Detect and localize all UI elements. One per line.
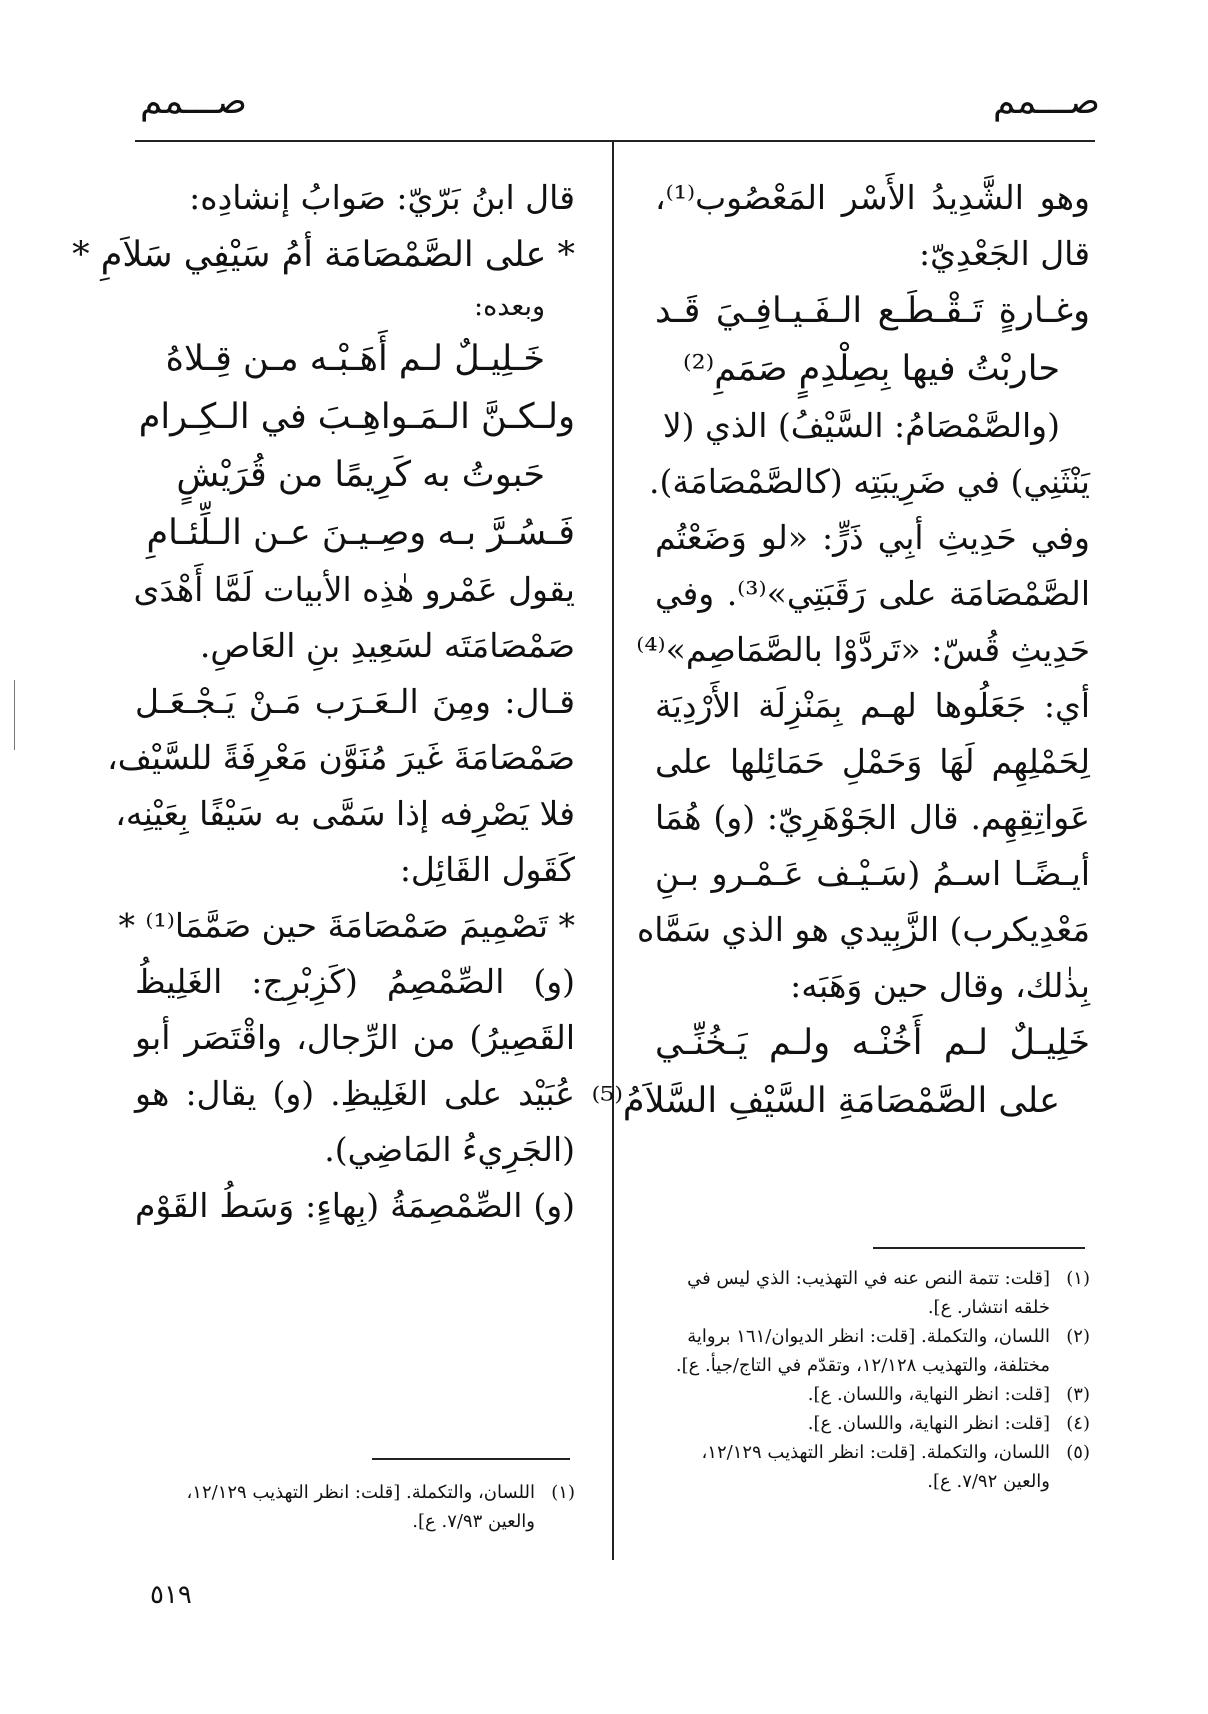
text-line: فلا يَصْرِفه إذا سَمَّى به سَيْفًا بِعَيْنِه، (115, 794, 575, 833)
verse-line: على الصَّمْصَامَةِ السَّيْفِ السَّلاَمُ⁽⁵⁾ (591, 1081, 1060, 1121)
page-header-right: صـــمم (993, 81, 1100, 122)
footnote-continuation: مختلفة، والتهذيب ١٢/١٢٨، وتقدّم في التاج/جيأ. ع]. (675, 1355, 1050, 1376)
footnote-text: [قلت: انظر النهاية، واللسان. ع]. (807, 1384, 1050, 1405)
page-number: ٥١٩ (150, 1580, 192, 1610)
footnote (658, 1380, 1090, 1409)
text-line: قال ابنُ بَرّيّ: صَوابُ إنشادِه: (189, 178, 575, 217)
text-line: وفي حَدِيثِ أبِي ذَرٍّ: «لو وَضَعْتُم (655, 518, 1090, 557)
footnote-continuation: والعين ٧/٩٣. ع]. (412, 1511, 535, 1532)
footnotes-right (658, 1264, 1090, 1496)
text-line: (و) الصِّمْصِمَةُ (بِهاءٍ: وَسَطُ القَوْم (135, 1186, 575, 1225)
text-line: أي: جَعَلُوها لهـم بِمَنْزِلَة الأَرْدِيَة (655, 686, 1090, 725)
verse-line: حَبوتُ به كَرِيمًا من قُرَيْشٍ (176, 455, 545, 495)
text-line: حَدِيثِ قُسّ: «تَردَّوْا بالصَّمَاصِم»⁽⁴⁾ (636, 630, 1090, 669)
right-column (591, 170, 1090, 1130)
footnote-continuation: والعين ٧/٩٢. ع]. (927, 1471, 1050, 1492)
text-line: وهو الشَّدِيدُ الأَسْر المَعْصُوب⁽¹⁾، (655, 178, 1090, 217)
verse-line: * على الصَّمْصَامَة أمُ سَيْفِي سَلاَمِ * (72, 235, 575, 275)
footnote (658, 1322, 1090, 1351)
text-line: صَمْصَامَتَه لسَعِيدِ بنِ العَاصِ. (199, 626, 575, 665)
footnote-number: (٢) (1066, 1326, 1090, 1347)
text-line: لِحَمْلِهِم لَهَا وَحَمْلِ حَمَائِلها على (655, 742, 1090, 781)
footnote-continuation: خلقه انتشار. ع]. (927, 1297, 1050, 1318)
footnote (150, 1478, 575, 1507)
footnote-number: (١) (1066, 1268, 1090, 1289)
text-line: مَعْدِيكرب) الزَّبِيدي هو الذي سَمَّاه (636, 910, 1090, 949)
footnote-number: (٣) (1066, 1384, 1090, 1405)
text-line: يقول عَمْرو هٰذِه الأبيات لَمَّا أَهْدَى (133, 570, 575, 609)
verse-line: خَـلِيـلٌ لـم أَهَـبْـه مـن قِـلاهُ (165, 339, 545, 379)
footnote-rule (372, 1458, 570, 1460)
text-line: عَواتِقِهِم. قال الجَوْهَرِيّ: (و) هُمَا (655, 798, 1090, 837)
verse-line: * تَصْمِيمَ صَمْصَامَةَ حين صَمَّمَا⁽¹⁾ * (118, 906, 575, 945)
text-line: عُبَيْد على الغَلِيظِ. (و) يقال: هو (135, 1074, 575, 1113)
text-line: أيـضًـا اسـمُ (سَـيْـف عَـمْـرو بـنِ (655, 854, 1090, 893)
footnote (658, 1409, 1090, 1438)
footnote-text: اللسان، والتكملة. [قلت: انظر التهذيب ١٢/١٢٩، (701, 1442, 1050, 1463)
footnote-rule (873, 1247, 1085, 1249)
text-line: يَنْثَنِي) في ضَرِيبَتِه (كالصَّمْصَامَة). (648, 462, 1090, 501)
text-line: قـال: ومِنَ الـعَـرَب مَـنْ يَـجْـعَـل (135, 682, 575, 721)
text-line: الصَّمْصَامَة على رَقَبَتِي»⁽³⁾. وفي (655, 574, 1090, 613)
footnote-text: اللسان، والتكملة. [قلت: انظر التهذيب ١٢/١٢٩، (186, 1482, 535, 1503)
header-rule (135, 140, 1095, 142)
verse-line: وغـارةٍ تَـقْـطَـع الـفَـيـافِـيَ قَـد (655, 291, 1090, 331)
footnotes-left (150, 1478, 575, 1536)
footnote-text: اللسان، والتكملة. [قلت: انظر الديوان/١٦١ برواية (687, 1326, 1050, 1347)
column-divider (612, 142, 614, 1560)
footnote-text: [قلت: انظر النهاية، واللسان. ع]. (807, 1413, 1050, 1434)
footnote (658, 1264, 1090, 1293)
footnote-text: [قلت: تتمة النص عنه في التهذيب: الذي ليس في (687, 1268, 1050, 1289)
text-line: القَصِيرُ) من الرِّجال، واقْتَصَر أبو (135, 1018, 575, 1057)
footnote-number: (٥) (1066, 1442, 1090, 1463)
footnote-number: (١) (551, 1482, 575, 1503)
text-line: (والصَّمْصَامُ: السَّيْفُ) الذي (لا (662, 406, 1060, 445)
verse-line: حاربْتُ فيها بِصِلْدِمٍ صَمَمِ⁽²⁾ (683, 349, 1060, 389)
verse-line: ولـكـنَّ الـمَـواهِـبَ في الـكِـرام (138, 397, 575, 437)
text-line: صَمْصَامَةَ غَيرَ مُنَوَّن مَعْرِفَةً للسَّيْف، (107, 738, 575, 777)
text-line: (الجَرِيءُ المَاضِي). (324, 1130, 575, 1169)
margin-mark (14, 680, 15, 750)
text-line: كَقَول القَائِل: (399, 850, 575, 889)
footnote (658, 1438, 1090, 1467)
page-header-left: صـــمم (140, 81, 247, 122)
verse-line: فَـسُـرَّ بـه وصِـيـنَ عـن الـلِّئـامِ (146, 513, 575, 553)
verse-line: خَلِيـلٌ لـم أَخُنْـه ولـم يَـخُنِّـي (655, 1023, 1090, 1063)
text-line: وبعده: (474, 291, 545, 322)
text-line: (و) الصِّمْصِمُ (كَزِبْرِج: الغَلِيظُ (135, 962, 575, 1001)
left-column (72, 170, 575, 1234)
footnote-number: (٤) (1066, 1413, 1090, 1434)
text-line: قال الجَعْدِيّ: (918, 234, 1090, 273)
text-line: بِذٰلك، وقال حين وَهَبَه: (790, 966, 1090, 1005)
